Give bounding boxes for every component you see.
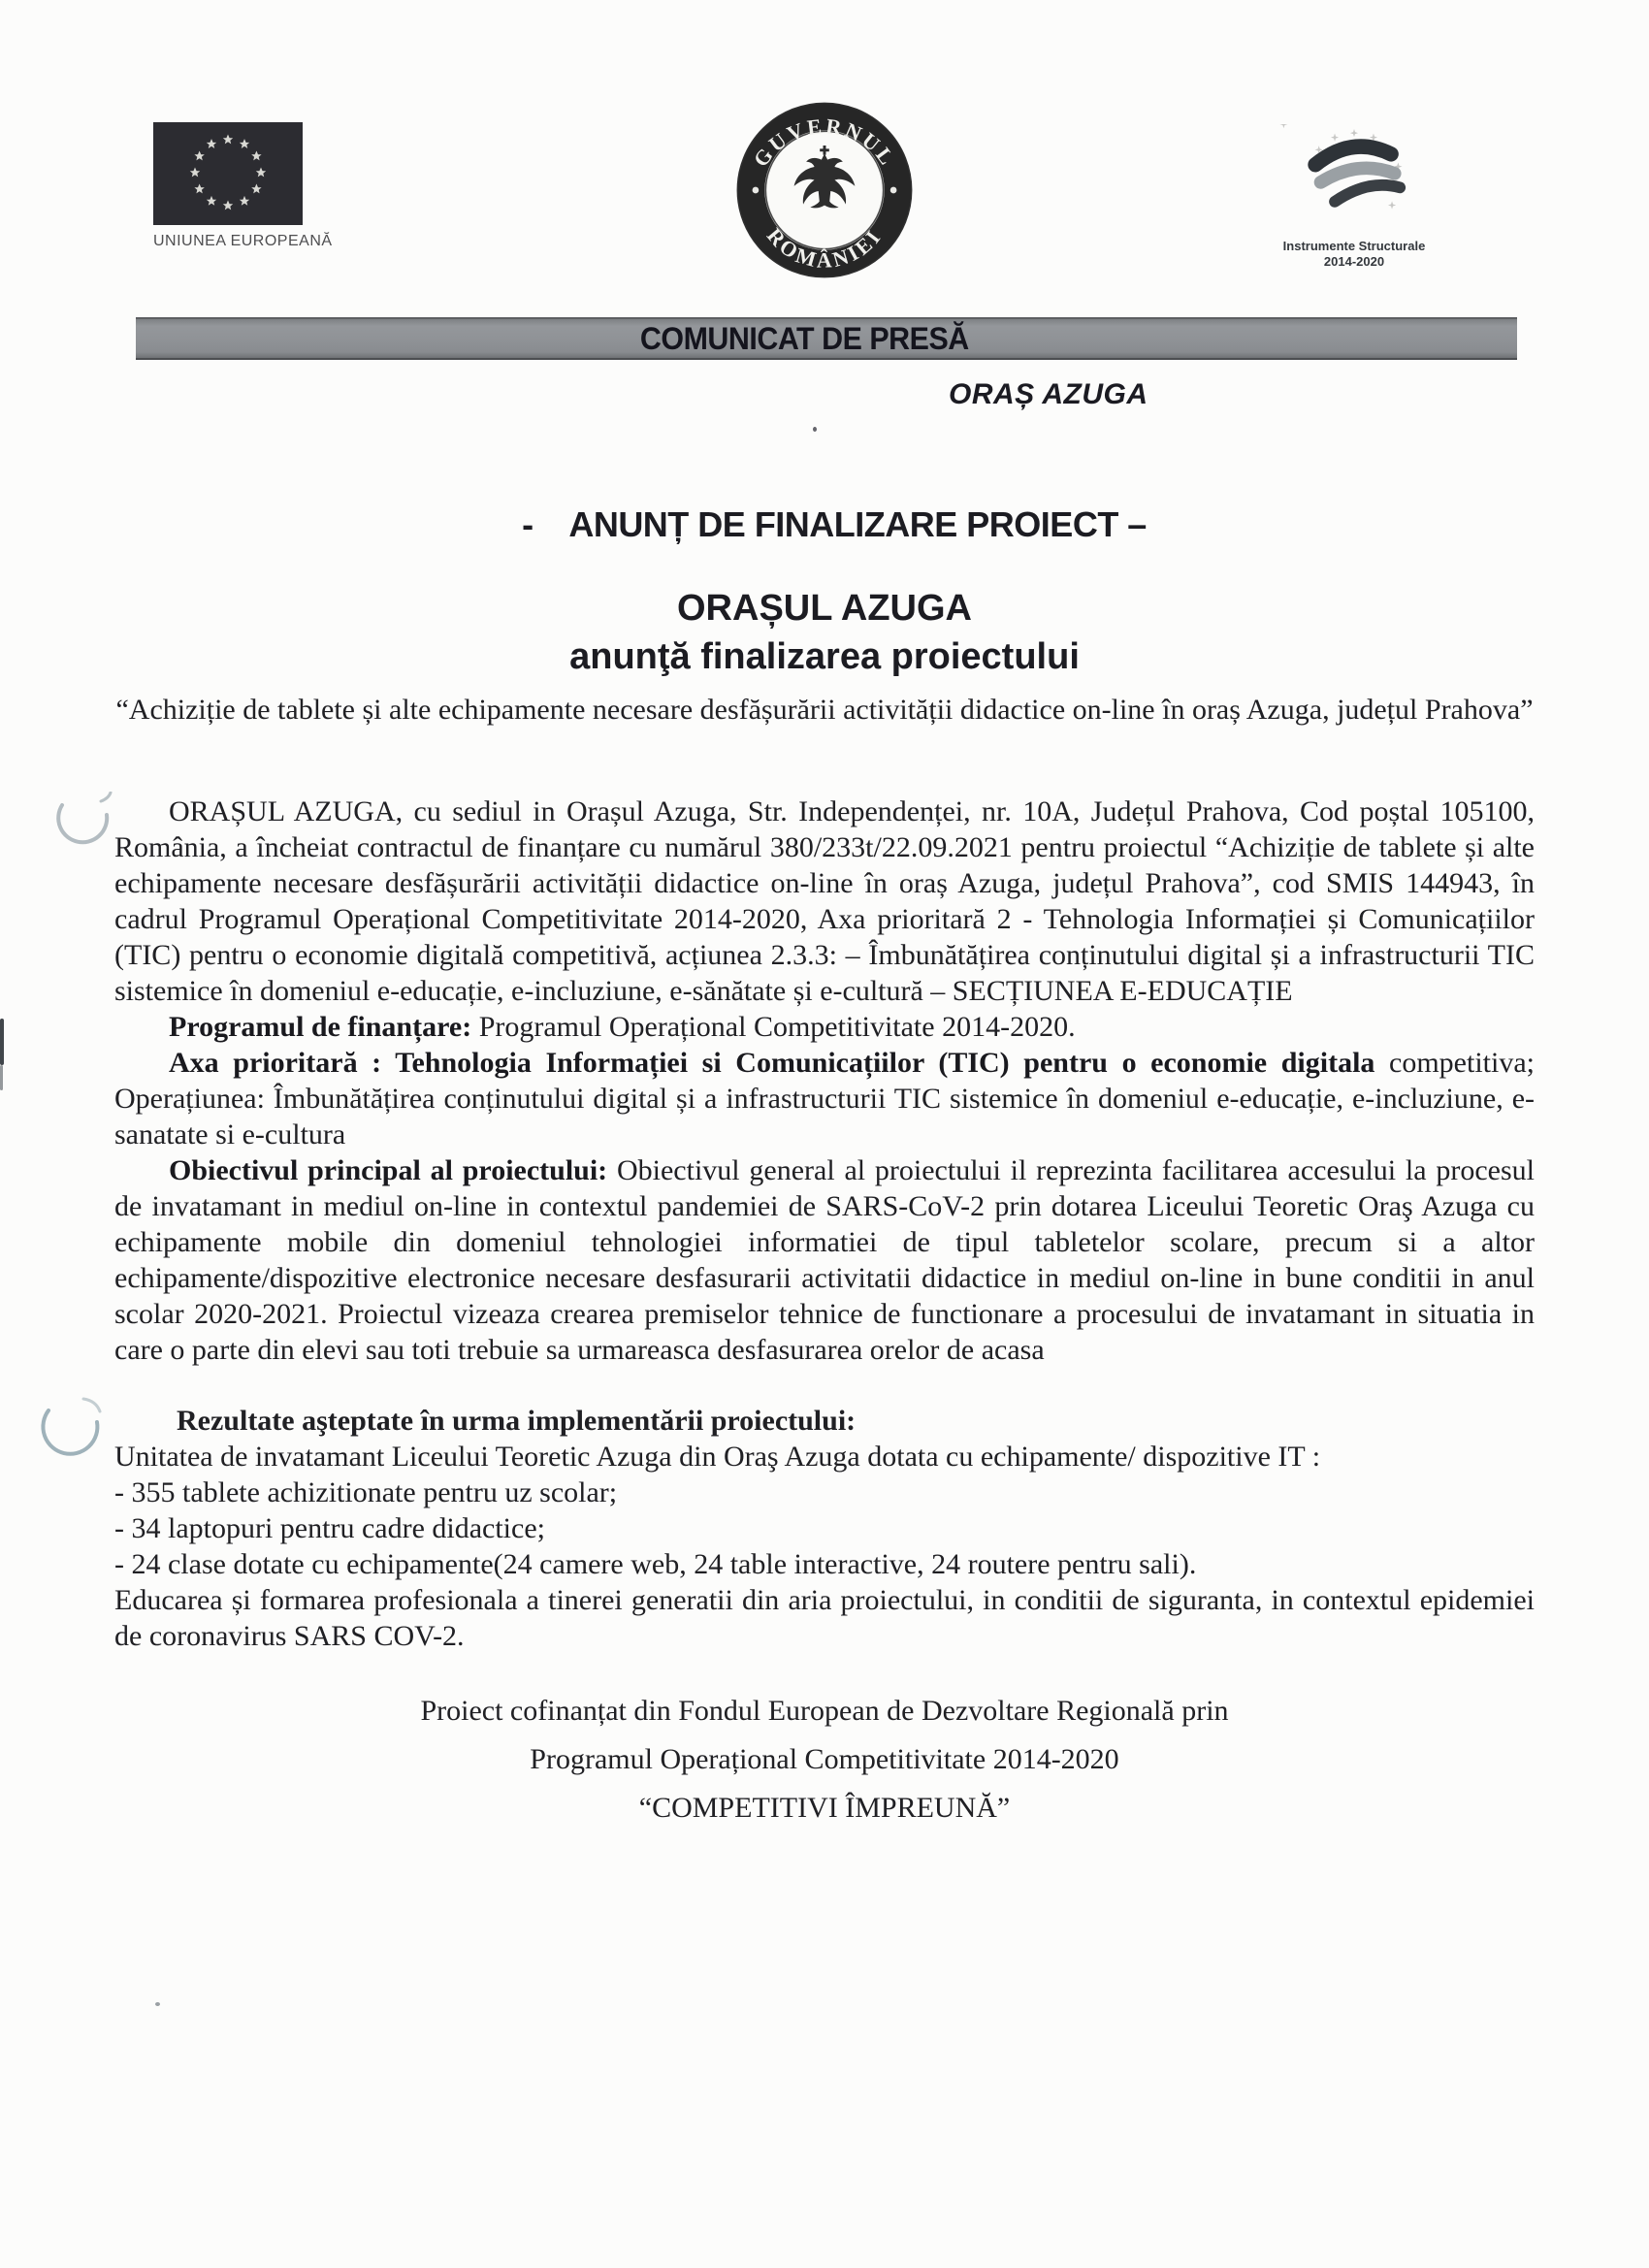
eu-flag-logo [153, 122, 333, 250]
scan-artifact-punch-hole-top [48, 792, 120, 859]
results-intro: Unitatea de invatamant Liceului Teoretic Azuga din Oraş Azuga dotata cu echipamente/ dispozitive IT : [114, 1441, 1321, 1473]
result-item-tablets: - 355 tablete achizitionate pentru uz scolar; [114, 1476, 618, 1508]
announcement-title: - ANUNȚ DE FINALIZARE PROIECT – [522, 504, 1147, 544]
instrumente-structurale-years: 2014-2020 [1323, 254, 1385, 269]
instrumente-structurale-icon [1277, 124, 1432, 239]
issuer-city: ORAȘ AZUGA [949, 378, 1148, 410]
eu-flag-icon [153, 122, 303, 225]
result-item-laptops: - 34 laptopuri pentru cadre didactice; [114, 1512, 545, 1544]
paragraph-priority-axis [114, 1045, 1535, 1152]
instrumente-structurale-logo [1257, 124, 1451, 270]
government-seal-icon [735, 101, 914, 279]
action-subtitle: anunţă finalizarea proiectului [569, 636, 1080, 677]
funding-text: Programul Operațional Competitivitate 2014-2020. [471, 1011, 1076, 1043]
footer-program: Programul Operațional Competitivitate 2014-2020 [530, 1743, 1119, 1775]
scan-artifact-dot [813, 427, 817, 432]
scan-artifact-edge-mark [0, 1019, 4, 1065]
result-item-classrooms: - 24 clase dotate cu echipamente(24 camere web, 24 table interactive, 24 routere pentru sali). [114, 1548, 1197, 1580]
paragraph-contract: ORAȘUL AZUGA, cu sediul in Orașul Azuga, Str. Independenței, nr. 10A, Județul Prahova, Cod poștal 105100, România, a încheiat contractul de finanțare cu numărul 380/233t/22.09.2021 pentru proiectul “Achiziție de tablete și alte echipamente necesare desfășurării activității didactice on-line în oraș Azuga, județul Prahova”, cod SMIS 144943, în cadrul Programul Operațional Competitivitate 2014-2020, Axa prioritară 2 - Tehnologia Informației și Comunicațiilor (TIC) pentru o economie digitală competitivă, acțiunea 2.3.3: – Îmbunătățirea conținutului digital și a infrastructurii TIC sistemice în domeniul e-educație, e-incluziune, e-sănătate și e-cultură – SECȚIUNEA E-EDUCAȚIE [114, 795, 1535, 1007]
paragraph-objective [114, 1152, 1535, 1368]
press-release-banner-title: COMUNICAT DE PRESĂ [639, 320, 969, 356]
document-body [114, 794, 1535, 1826]
objective-label: Obiectivul principal al proiectului: [169, 1154, 608, 1186]
footer-cofinancing: Proiect cofinanțat din Fondul European de Dezvoltare Regională prin [420, 1695, 1229, 1727]
paragraph-funding [114, 1009, 1535, 1045]
romanian-government-seal [735, 101, 914, 279]
results-heading: Rezultate aşteptate în urma implementării proiectului: [177, 1405, 857, 1437]
press-release-banner [136, 317, 1517, 360]
scan-artifact-dot-2 [155, 2002, 160, 2006]
eu-flag-label: UNIUNEA EUROPEANĂ [153, 233, 333, 249]
scan-artifact-edge-mark-2 [0, 1065, 3, 1090]
project-title-quote: “Achiziție de tablete și alte echipamente necesare desfășurării activității didactice on-line în oraș Azuga, județul Prahova” [115, 694, 1534, 726]
priority-axis-label: Axa prioritară : Tehnologia Informației si Comunicațiilor (TIC) pentru o economie digitala [169, 1047, 1375, 1079]
priority-axis-text: competitiva; Operațiunea: Îmbunătățirea conținutului digital și a infrastructurii TIC sistemice în domeniul e-educație, e-incluziune, e-sanatate si e-cultura [114, 1047, 1535, 1150]
instrumente-structurale-label: Instrumente Structurale [1282, 239, 1426, 253]
seal-text-bottom: ROMÂNIEI [761, 223, 888, 273]
results-outro: Educarea și formarea profesionala a tinerei generatii din aria proiectului, in conditii de siguranta, in contextul epidemiei de coronavirus SARS COV-2. [114, 1584, 1535, 1652]
footer-slogan: “COMPETITIVI ÎMPREUNĂ” [638, 1792, 1011, 1824]
funding-label: Programul de finanțare: [169, 1011, 472, 1043]
objective-text: Obiectivul general al proiectului il reprezinta facilitarea accesului la procesul de invatamant in mediul on-line in contextul pandemiei de SARS-CoV-2 prin dotarea Liceului Teoretic Oraş Azuga cu echipamente mobile din domeniul tehnologiei informatiei de tipul tabletelor scolare, precum si a altor echipamente/dispozitive electronice necesare desfasurarii activitatii didactice in mediul on-line in bune conditii in anul scolar 2020-2021. Proiectul vizeaza crearea premiselor tehnice de functionare a procesului de invatamant in situatia in care o parte din elevi sau toti trebuie sa urmareasca desfasurarea orelor de acasa [114, 1154, 1535, 1366]
scan-artifact-punch-hole-bottom [33, 1391, 111, 1467]
city-title: ORAȘUL AZUGA [677, 588, 972, 629]
seal-text-top: GUVERNUL [748, 113, 901, 172]
